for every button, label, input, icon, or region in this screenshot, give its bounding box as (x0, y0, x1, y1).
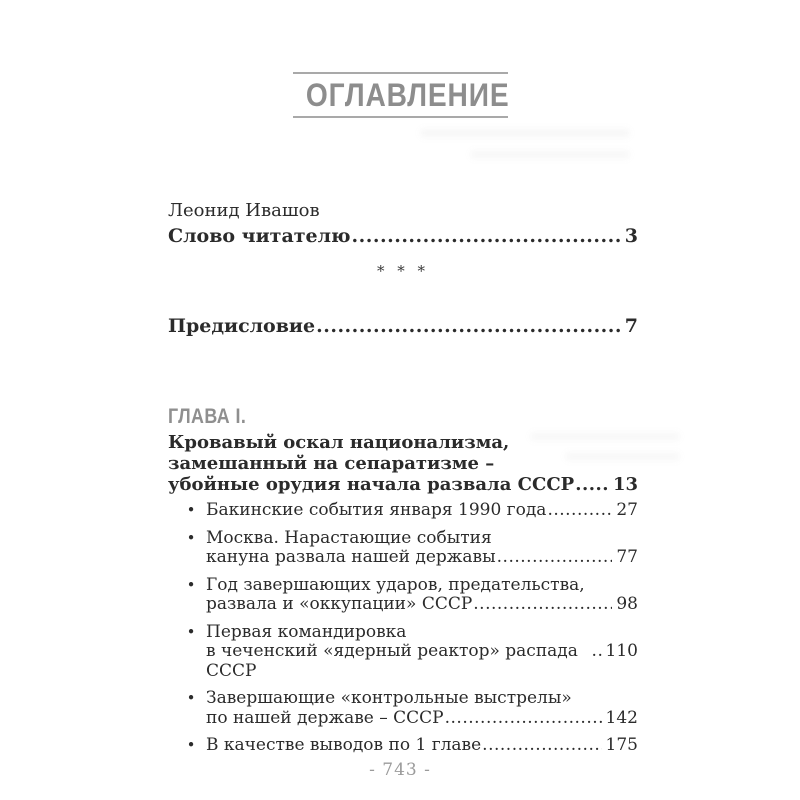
toc-entry-foreword (168, 224, 638, 248)
toc-content (168, 200, 638, 764)
dot-leader (482, 736, 601, 756)
toc-item-text: В качестве выводов по 1 главе (206, 735, 482, 755)
toc-item (168, 623, 638, 682)
toc-page-number: 175 (605, 735, 638, 755)
page-title-block (293, 72, 508, 118)
dot-leader (575, 474, 609, 495)
toc-item (168, 736, 638, 756)
toc-page-number: 3 (624, 225, 638, 247)
section-separator: * * * (376, 262, 430, 280)
toc-entry-preface (168, 314, 638, 338)
toc-page-number: 142 (605, 707, 638, 728)
toc-page-number: 110 (605, 641, 638, 661)
page-title: ОГЛАВЛЕНИЕ (305, 77, 510, 113)
author-name: Леонид Ивашов (168, 200, 320, 221)
page-showthrough (420, 128, 630, 138)
toc-page-number: 13 (612, 474, 638, 495)
dot-leader (445, 709, 602, 729)
toc-item-text: Москва. Нарастающие события (206, 527, 492, 548)
dot-leader (473, 595, 612, 615)
toc-page-number: 7 (624, 315, 638, 337)
toc-page-number: 98 (616, 594, 638, 614)
dot-leader (547, 501, 612, 521)
toc-item (168, 529, 638, 568)
toc-item (168, 501, 638, 521)
toc-item-text: кануна развала нашей державы (206, 547, 496, 567)
toc-entry-label: Предисловие (168, 315, 316, 337)
toc-item-text: в чеченский «ядерный реактор» распада СССР (206, 641, 578, 681)
folio-page-number: - 743 - (369, 760, 431, 780)
dot-leader (316, 314, 621, 338)
toc-page-number: 77 (616, 547, 638, 567)
toc-item-text: Бакинские события января 1990 года (206, 500, 547, 520)
dot-leader (352, 224, 621, 248)
bullet-icon (184, 529, 198, 568)
page-showthrough (470, 150, 630, 159)
bullet-icon (184, 736, 198, 756)
toc-item-text: Первая командировка (206, 621, 407, 642)
chapter-title-line: Кровавый оскал национализма, (168, 432, 510, 453)
chapter-title-line: убойные орудия начала развала СССР (168, 474, 575, 495)
chapter-item-list (168, 501, 638, 756)
dot-leader (497, 548, 613, 568)
bullet-icon (184, 576, 198, 615)
toc-item-text: Завершающие «контрольные выстрелы» (206, 688, 572, 708)
toc-page-number: 27 (616, 500, 638, 520)
chapter-heading: ГЛАВА I. (168, 405, 247, 428)
toc-item (168, 689, 638, 728)
chapter-title (168, 432, 638, 495)
toc-item-text: Год завершающих ударов, предательства, (206, 574, 585, 595)
toc-item (168, 576, 638, 615)
bullet-icon (184, 501, 198, 521)
bullet-icon (184, 623, 198, 682)
dot-leader (592, 642, 602, 662)
toc-entry-label: Слово читателю (168, 225, 351, 247)
toc-item-text: по нашей державе – СССР (206, 707, 444, 728)
bullet-icon (184, 689, 198, 728)
chapter-title-line: замешанный на сепаратизме – (168, 453, 495, 474)
toc-item-text: развала и «оккупации» СССР (206, 594, 473, 614)
